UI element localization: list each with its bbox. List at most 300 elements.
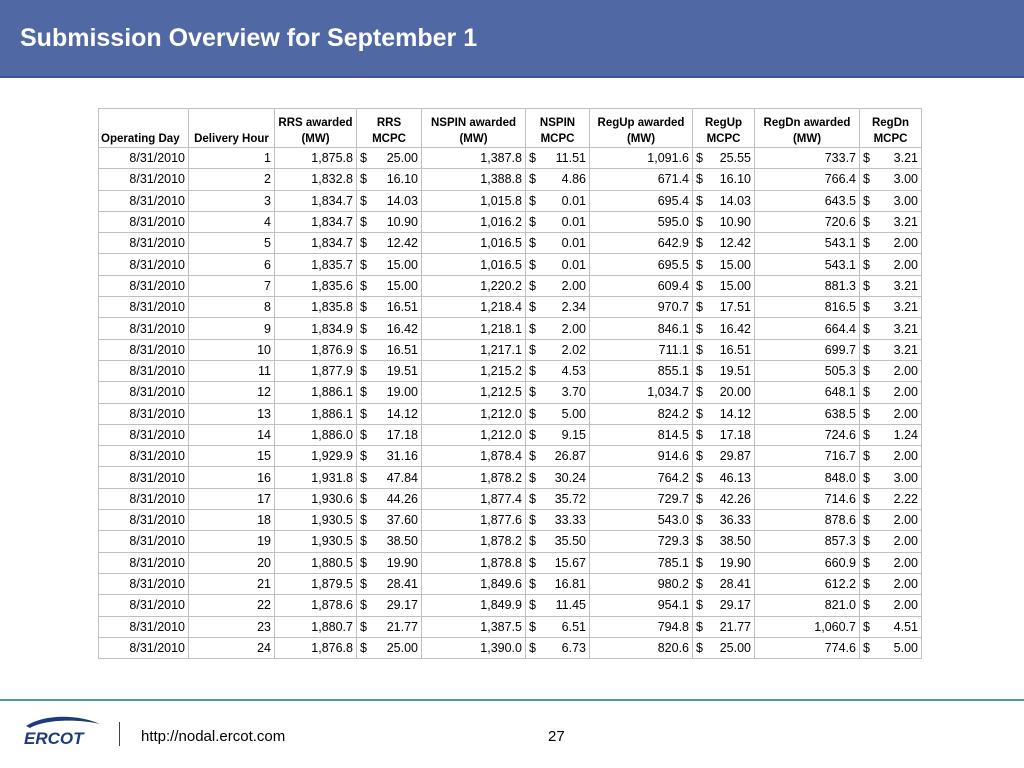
table-cell: 8/31/2010 — [99, 424, 189, 445]
table-cell — [693, 595, 755, 616]
price-value: 2.00 — [893, 555, 918, 570]
table-cell — [860, 190, 922, 211]
table-cell — [357, 595, 422, 616]
table-cell: 1,876.9 — [275, 339, 357, 360]
table-cell: 774.6 — [755, 637, 860, 658]
currency-symbol: $ — [696, 364, 703, 379]
table-cell: 1,091.6 — [590, 148, 693, 169]
table-cell — [693, 169, 755, 190]
table-row — [99, 190, 922, 211]
table-cell — [693, 382, 755, 403]
currency-symbol: $ — [529, 364, 536, 379]
table-cell: 1,212.0 — [422, 403, 526, 424]
table-cell: 505.3 — [755, 360, 860, 381]
price-value: 16.42 — [719, 321, 751, 336]
table-row — [99, 403, 922, 424]
table-cell — [860, 360, 922, 381]
table-cell — [860, 595, 922, 616]
currency-symbol: $ — [529, 513, 536, 528]
table-cell — [357, 446, 422, 467]
table-cell — [526, 275, 590, 296]
currency-symbol: $ — [529, 491, 536, 506]
currency-symbol: $ — [696, 193, 703, 208]
price-value: 3.21 — [893, 321, 918, 336]
table-cell: 9 — [189, 318, 275, 339]
price-value: 16.42 — [386, 321, 418, 336]
table-row — [99, 573, 922, 594]
currency-symbol: $ — [360, 278, 367, 293]
table-cell: 699.7 — [755, 339, 860, 360]
price-value: 35.72 — [554, 491, 586, 506]
table-cell: 17 — [189, 488, 275, 509]
table-cell: 19 — [189, 531, 275, 552]
table-cell: 1,877.6 — [422, 510, 526, 531]
header-nspin-awarded: NSPIN awarded (MW) — [422, 109, 526, 148]
table-cell: 1,878.8 — [422, 552, 526, 573]
price-value: 15.00 — [386, 257, 418, 272]
table-cell — [526, 382, 590, 403]
currency-symbol: $ — [360, 342, 367, 357]
price-value: 2.00 — [893, 385, 918, 400]
price-value: 15.00 — [719, 278, 751, 293]
table-cell — [860, 616, 922, 637]
currency-symbol: $ — [863, 577, 870, 592]
price-value: 31.16 — [386, 449, 418, 464]
table-cell: 855.1 — [590, 360, 693, 381]
price-value: 44.26 — [386, 491, 418, 506]
currency-symbol: $ — [696, 513, 703, 528]
currency-symbol: $ — [529, 470, 536, 485]
table-cell — [357, 169, 422, 190]
currency-symbol: $ — [529, 215, 536, 230]
table-cell — [860, 254, 922, 275]
table-cell: 23 — [189, 616, 275, 637]
currency-symbol: $ — [863, 300, 870, 315]
table-row — [99, 360, 922, 381]
table-cell — [860, 297, 922, 318]
currency-symbol: $ — [360, 172, 367, 187]
table-row — [99, 510, 922, 531]
table-cell: 21 — [189, 573, 275, 594]
price-value: 5.00 — [561, 406, 586, 421]
table-cell — [357, 403, 422, 424]
price-value: 11.45 — [555, 598, 586, 613]
price-value: 3.00 — [893, 470, 918, 485]
table-cell: 766.4 — [755, 169, 860, 190]
table-cell: 1,929.9 — [275, 446, 357, 467]
table-cell: 24 — [189, 637, 275, 658]
table-row — [99, 169, 922, 190]
table-cell: 1,835.8 — [275, 297, 357, 318]
table-cell — [693, 573, 755, 594]
table-cell: 1,835.6 — [275, 275, 357, 296]
table-cell: 8/31/2010 — [99, 169, 189, 190]
price-value: 16.51 — [719, 342, 751, 357]
table-cell: 8/31/2010 — [99, 531, 189, 552]
table-cell — [526, 190, 590, 211]
table-cell: 8/31/2010 — [99, 382, 189, 403]
table-cell — [526, 148, 590, 169]
table-cell — [357, 467, 422, 488]
table-cell: 1,217.1 — [422, 339, 526, 360]
currency-symbol: $ — [863, 215, 870, 230]
currency-symbol: $ — [696, 300, 703, 315]
currency-symbol: $ — [360, 321, 367, 336]
table-cell — [860, 275, 922, 296]
currency-symbol: $ — [863, 193, 870, 208]
price-value: 3.00 — [893, 193, 918, 208]
table-cell — [860, 169, 922, 190]
currency-symbol: $ — [360, 193, 367, 208]
table-cell: 1,930.5 — [275, 510, 357, 531]
table-cell: 1,880.7 — [275, 616, 357, 637]
table-row — [99, 637, 922, 658]
table-cell: 881.3 — [755, 275, 860, 296]
currency-symbol: $ — [360, 151, 367, 166]
price-value: 16.10 — [719, 172, 751, 187]
price-value: 12.42 — [719, 236, 751, 251]
price-value: 10.90 — [386, 215, 418, 230]
table-cell — [526, 254, 590, 275]
table-cell — [526, 360, 590, 381]
currency-symbol: $ — [696, 640, 703, 655]
price-value: 0.01 — [561, 257, 586, 272]
header-regup-awarded: RegUp awarded (MW) — [590, 109, 693, 148]
table-cell: 8/31/2010 — [99, 233, 189, 254]
currency-symbol: $ — [863, 151, 870, 166]
logo-text: ERCOT — [24, 729, 84, 748]
price-value: 33.33 — [554, 513, 586, 528]
table-cell — [693, 488, 755, 509]
table-cell: 724.6 — [755, 424, 860, 445]
price-value: 26.87 — [554, 449, 586, 464]
table-cell: 543.0 — [590, 510, 693, 531]
currency-symbol: $ — [863, 236, 870, 251]
currency-symbol: $ — [360, 555, 367, 570]
table-cell — [860, 510, 922, 531]
table-cell — [357, 297, 422, 318]
currency-symbol: $ — [360, 534, 367, 549]
footer-divider — [0, 699, 1024, 701]
currency-symbol: $ — [360, 257, 367, 272]
table-cell — [357, 148, 422, 169]
price-value: 35.50 — [554, 534, 586, 549]
table-cell — [526, 531, 590, 552]
table-cell — [526, 637, 590, 658]
price-value: 2.34 — [561, 300, 586, 315]
table-cell: 1,215.2 — [422, 360, 526, 381]
table-cell: 1,832.8 — [275, 169, 357, 190]
price-value: 2.00 — [893, 534, 918, 549]
table-cell — [860, 446, 922, 467]
table-cell: 7 — [189, 275, 275, 296]
price-value: 3.00 — [893, 172, 918, 187]
table-cell: 695.4 — [590, 190, 693, 211]
table-cell: 1,877.4 — [422, 488, 526, 509]
table-row — [99, 211, 922, 232]
table-cell: 714.6 — [755, 488, 860, 509]
currency-symbol: $ — [529, 300, 536, 315]
table-cell: 20 — [189, 552, 275, 573]
table-cell: 878.6 — [755, 510, 860, 531]
table-cell — [357, 275, 422, 296]
currency-symbol: $ — [696, 321, 703, 336]
table-cell: 980.2 — [590, 573, 693, 594]
price-value: 25.00 — [386, 640, 418, 655]
table-cell: 1,877.9 — [275, 360, 357, 381]
table-header-row — [99, 109, 922, 148]
price-value: 0.01 — [561, 193, 586, 208]
table-cell — [526, 424, 590, 445]
price-value: 30.24 — [554, 470, 586, 485]
currency-symbol: $ — [696, 406, 703, 421]
currency-symbol: $ — [529, 577, 536, 592]
table-cell: 1,016.5 — [422, 254, 526, 275]
table-cell: 1,886.1 — [275, 382, 357, 403]
slide-title: Submission Overview for September 1 — [20, 24, 478, 52]
table-cell: 595.0 — [590, 211, 693, 232]
price-value: 20.00 — [719, 385, 751, 400]
table-cell — [357, 382, 422, 403]
table-cell: 8/31/2010 — [99, 297, 189, 318]
currency-symbol: $ — [863, 172, 870, 187]
table-cell: 643.5 — [755, 190, 860, 211]
table-cell — [860, 318, 922, 339]
price-value: 47.84 — [386, 470, 418, 485]
table-cell: 1,390.0 — [422, 637, 526, 658]
price-value: 2.02 — [561, 342, 586, 357]
currency-symbol: $ — [696, 428, 703, 442]
currency-symbol: $ — [696, 172, 703, 187]
currency-symbol: $ — [863, 555, 870, 570]
table-cell: 8/31/2010 — [99, 637, 189, 658]
currency-symbol: $ — [863, 449, 870, 464]
currency-symbol: $ — [529, 406, 536, 421]
price-value: 19.90 — [386, 555, 418, 570]
table-cell — [526, 573, 590, 594]
currency-symbol: $ — [863, 598, 870, 613]
table-cell — [693, 211, 755, 232]
currency-symbol: $ — [696, 236, 703, 251]
price-value: 29.87 — [719, 449, 751, 464]
table-cell: 1,016.2 — [422, 211, 526, 232]
footer-url[interactable]: http://nodal.ercot.com — [141, 728, 286, 745]
price-value: 14.03 — [719, 193, 751, 208]
currency-symbol: $ — [863, 470, 870, 485]
table-row — [99, 233, 922, 254]
currency-symbol: $ — [696, 491, 703, 506]
table-cell: 8/31/2010 — [99, 318, 189, 339]
currency-symbol: $ — [360, 619, 367, 634]
price-value: 2.00 — [893, 449, 918, 464]
header-regdn-awarded: RegDn awarded (MW) — [755, 109, 860, 148]
currency-symbol: $ — [529, 257, 536, 272]
table-cell: 18 — [189, 510, 275, 531]
table-cell — [357, 552, 422, 573]
currency-symbol: $ — [360, 300, 367, 315]
table-cell — [357, 616, 422, 637]
table-cell: 1,879.5 — [275, 573, 357, 594]
price-value: 38.50 — [719, 534, 751, 549]
currency-symbol: $ — [696, 278, 703, 293]
table-cell: 1,886.0 — [275, 424, 357, 445]
table-cell — [526, 616, 590, 637]
table-row — [99, 488, 922, 509]
table-row — [99, 318, 922, 339]
price-value: 9.15 — [561, 428, 586, 442]
table-cell — [357, 424, 422, 445]
table-cell: 1,931.8 — [275, 467, 357, 488]
table-row — [99, 424, 922, 445]
table-cell: 8/31/2010 — [99, 595, 189, 616]
table-cell: 954.1 — [590, 595, 693, 616]
currency-symbol: $ — [529, 555, 536, 570]
table-cell: 660.9 — [755, 552, 860, 573]
table-cell — [526, 339, 590, 360]
price-value: 25.00 — [386, 151, 418, 166]
table-row — [99, 446, 922, 467]
price-value: 4.51 — [893, 619, 918, 634]
currency-symbol: $ — [529, 598, 536, 613]
price-value: 19.90 — [719, 555, 751, 570]
table-row — [99, 297, 922, 318]
currency-symbol: $ — [863, 364, 870, 379]
table-cell — [693, 424, 755, 445]
currency-symbol: $ — [696, 619, 703, 634]
table-cell — [693, 616, 755, 637]
table-row — [99, 552, 922, 573]
table-cell: 820.6 — [590, 637, 693, 658]
table-cell: 1,016.5 — [422, 233, 526, 254]
currency-symbol: $ — [360, 364, 367, 379]
table-cell: 8/31/2010 — [99, 275, 189, 296]
currency-symbol: $ — [529, 236, 536, 251]
price-value: 2.00 — [893, 598, 918, 613]
price-value: 2.00 — [561, 321, 586, 336]
table-cell — [526, 510, 590, 531]
table-cell: 1,387.8 — [422, 148, 526, 169]
price-value: 14.12 — [719, 406, 751, 421]
table-cell: 1,834.7 — [275, 190, 357, 211]
price-value: 15.00 — [386, 278, 418, 293]
table-cell: 848.0 — [755, 467, 860, 488]
table-cell: 1,220.2 — [422, 275, 526, 296]
currency-symbol: $ — [696, 385, 703, 400]
table-cell: 3 — [189, 190, 275, 211]
currency-symbol: $ — [863, 640, 870, 655]
table-cell: 711.1 — [590, 339, 693, 360]
table-cell: 1,875.8 — [275, 148, 357, 169]
table-cell: 543.1 — [755, 254, 860, 275]
table-row — [99, 467, 922, 488]
table-cell: 1,218.4 — [422, 297, 526, 318]
price-value: 36.33 — [719, 513, 751, 528]
price-value: 12.42 — [386, 236, 418, 251]
price-value: 0.01 — [561, 236, 586, 251]
table-cell: 8/31/2010 — [99, 616, 189, 637]
table-cell — [693, 339, 755, 360]
price-value: 3.21 — [893, 215, 918, 230]
table-cell — [693, 254, 755, 275]
price-value: 14.12 — [386, 406, 418, 421]
price-value: 14.03 — [386, 193, 418, 208]
table-cell — [526, 169, 590, 190]
price-value: 21.77 — [386, 619, 418, 634]
table-cell: 1,218.1 — [422, 318, 526, 339]
table-cell: 4 — [189, 211, 275, 232]
table-cell — [860, 382, 922, 403]
table-cell — [693, 446, 755, 467]
table-cell: 857.3 — [755, 531, 860, 552]
table-cell: 1,930.5 — [275, 531, 357, 552]
table-cell: 1,034.7 — [590, 382, 693, 403]
table-cell — [860, 403, 922, 424]
currency-symbol: $ — [863, 428, 870, 442]
table-cell: 2 — [189, 169, 275, 190]
table-cell: 846.1 — [590, 318, 693, 339]
table-cell: 609.4 — [590, 275, 693, 296]
table-cell: 695.5 — [590, 254, 693, 275]
table-cell: 764.2 — [590, 467, 693, 488]
price-value: 2.00 — [893, 236, 918, 251]
currency-symbol: $ — [863, 342, 870, 357]
currency-symbol: $ — [529, 385, 536, 400]
table-cell — [357, 211, 422, 232]
currency-symbol: $ — [696, 257, 703, 272]
table-cell: 642.9 — [590, 233, 693, 254]
price-value: 19.51 — [386, 364, 418, 379]
table-cell: 8/31/2010 — [99, 211, 189, 232]
table-cell: 1,212.0 — [422, 424, 526, 445]
currency-symbol: $ — [863, 385, 870, 400]
table-cell — [693, 233, 755, 254]
table-cell — [357, 318, 422, 339]
currency-symbol: $ — [863, 513, 870, 528]
table-cell — [357, 190, 422, 211]
table-cell: 1,878.2 — [422, 467, 526, 488]
table-cell — [860, 339, 922, 360]
table-cell — [357, 339, 422, 360]
price-value: 16.81 — [554, 577, 586, 592]
currency-symbol: $ — [529, 342, 536, 357]
table-cell — [860, 211, 922, 232]
currency-symbol: $ — [529, 640, 536, 655]
table-cell — [693, 360, 755, 381]
table-cell — [526, 595, 590, 616]
table-row — [99, 339, 922, 360]
currency-symbol: $ — [360, 491, 367, 506]
table-cell: 8/31/2010 — [99, 446, 189, 467]
table-cell: 671.4 — [590, 169, 693, 190]
price-value: 16.10 — [386, 172, 418, 187]
table-row — [99, 148, 922, 169]
price-value: 11.51 — [555, 151, 586, 166]
price-value: 38.50 — [386, 534, 418, 549]
currency-symbol: $ — [529, 278, 536, 293]
currency-symbol: $ — [360, 428, 367, 442]
table-cell — [526, 403, 590, 424]
table-cell — [526, 552, 590, 573]
table-cell: 1,886.1 — [275, 403, 357, 424]
header-rrs-mcpc: RRS MCPC — [357, 109, 422, 148]
table-cell: 1,015.8 — [422, 190, 526, 211]
header-nspin-mcpc: NSPIN MCPC — [526, 109, 590, 148]
table-cell: 914.6 — [590, 446, 693, 467]
price-value: 3.21 — [893, 278, 918, 293]
table-cell: 970.7 — [590, 297, 693, 318]
table-cell: 1,930.6 — [275, 488, 357, 509]
currency-symbol: $ — [863, 406, 870, 421]
